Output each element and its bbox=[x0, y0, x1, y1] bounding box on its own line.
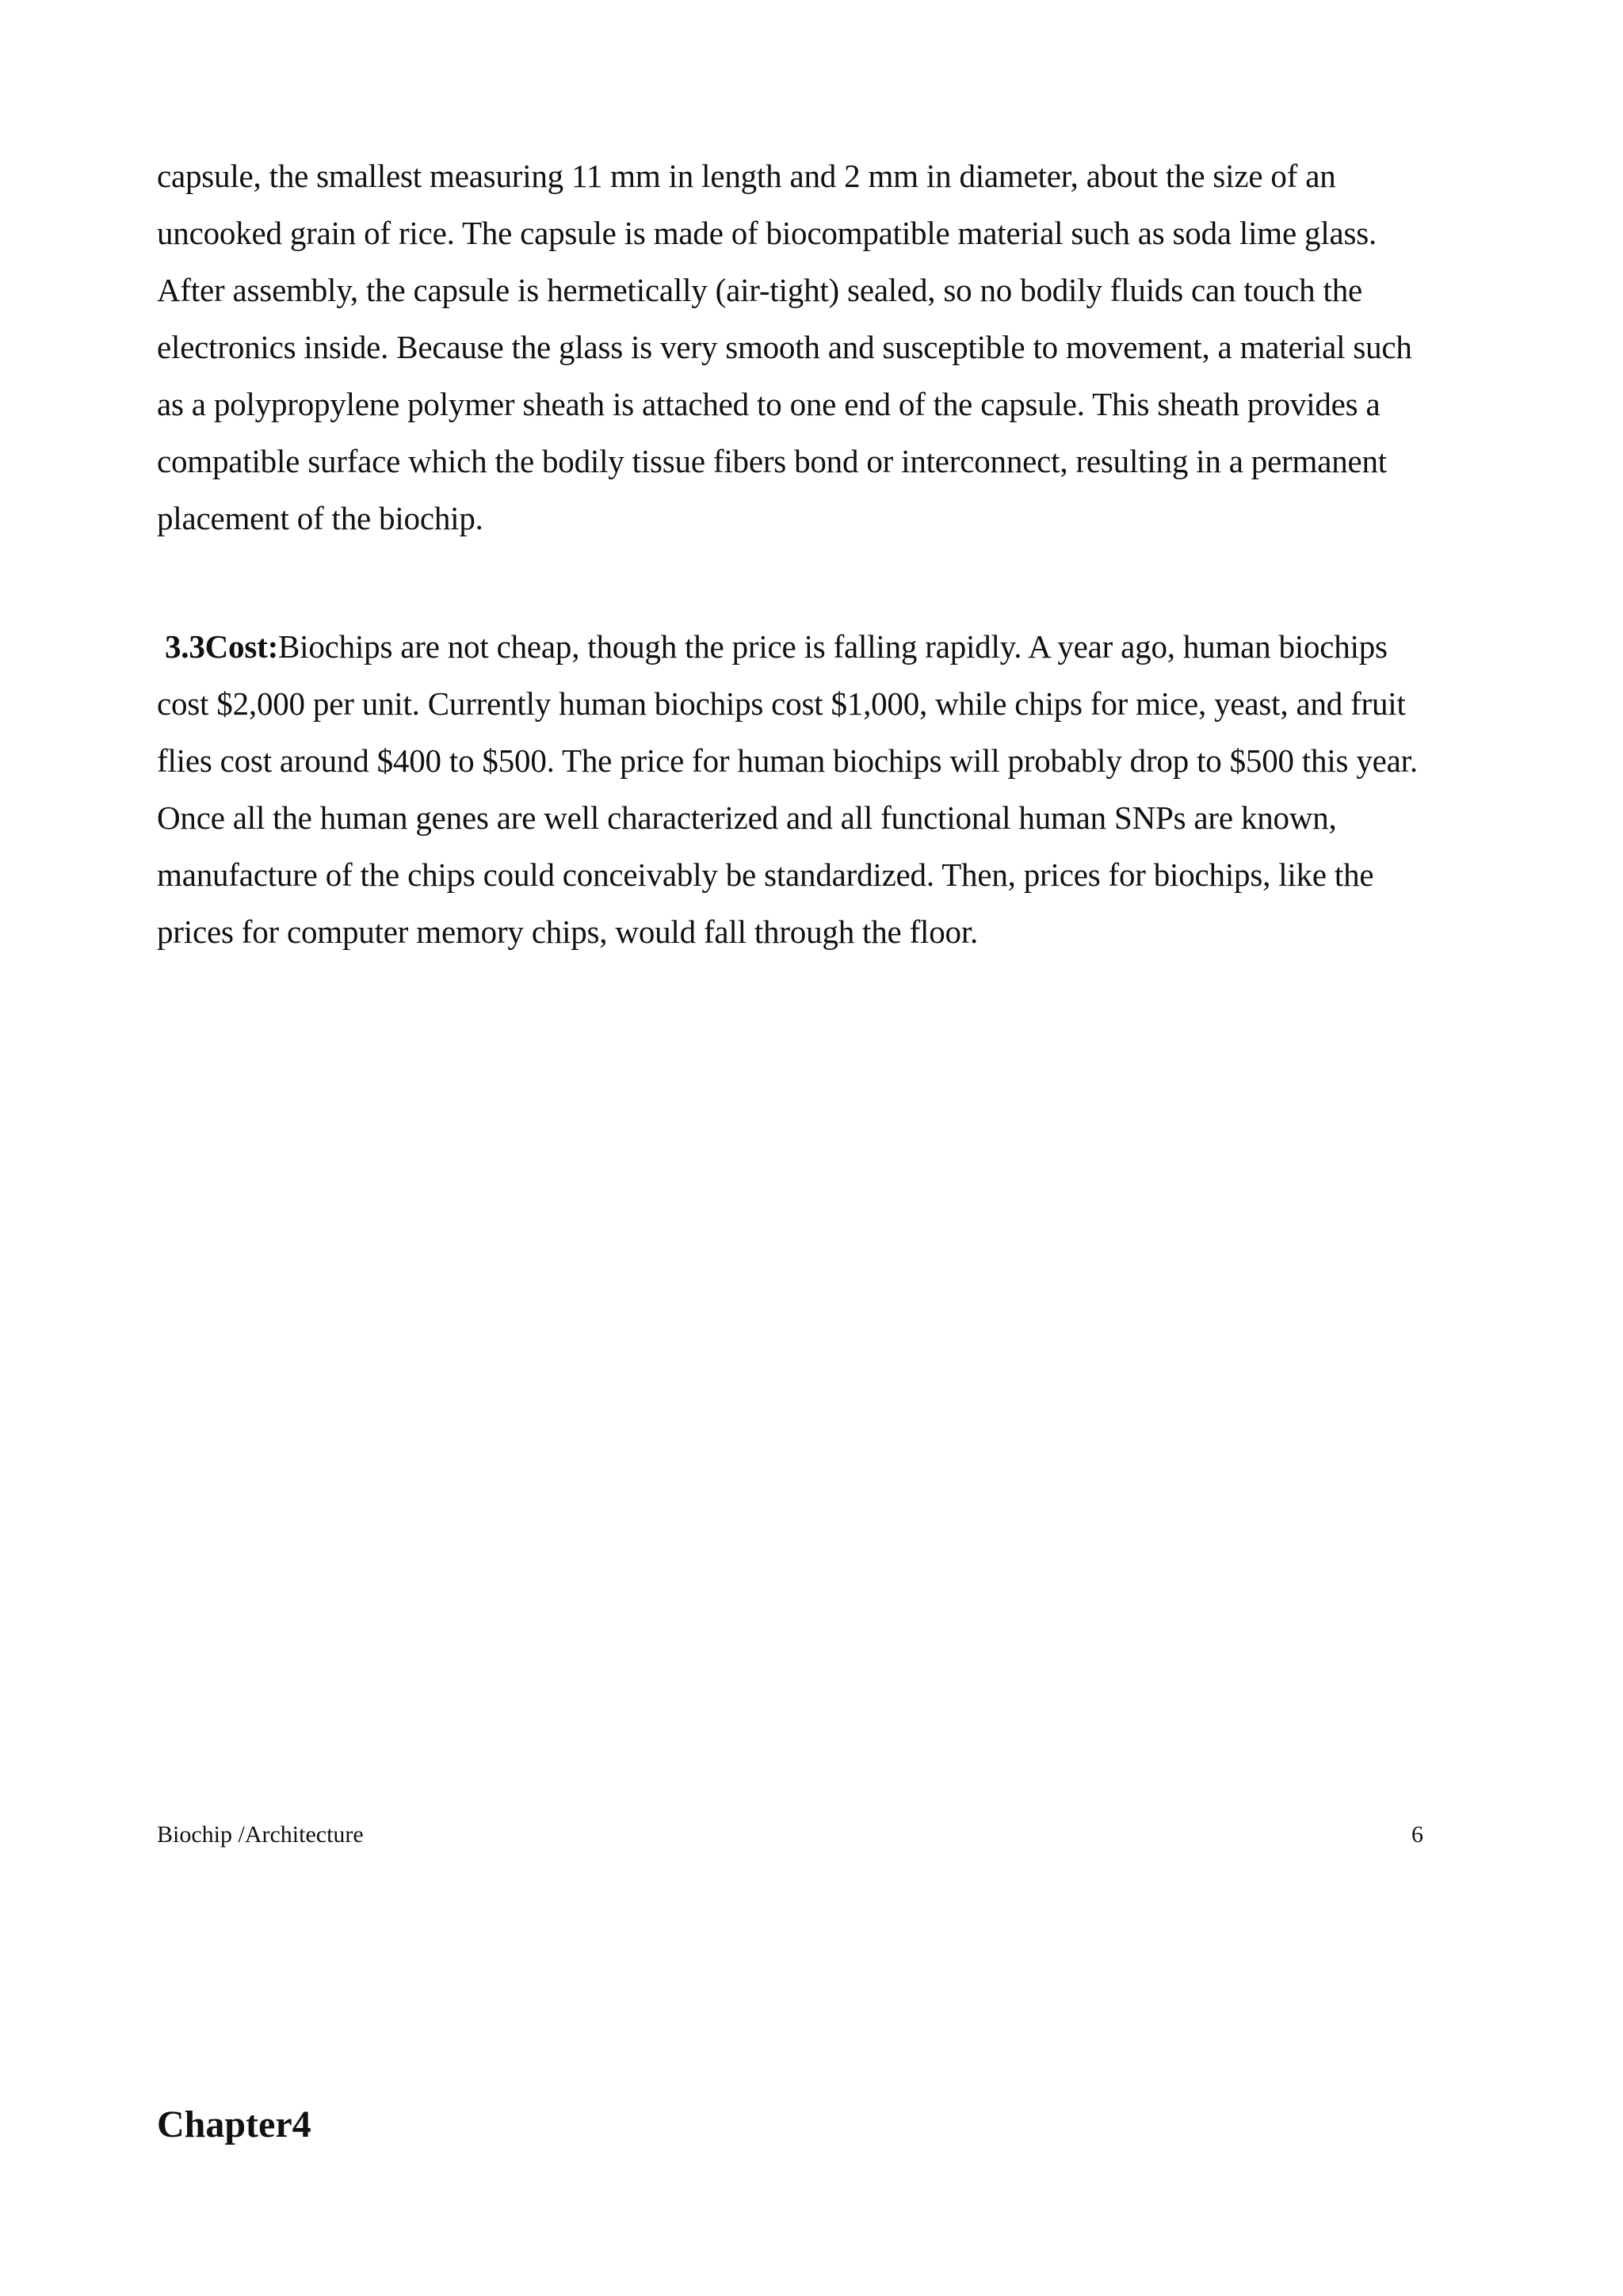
paragraph-line: uncooked grain of rice. The capsule is made of biocompatible material such as soda lime glass. bbox=[157, 215, 1377, 251]
paragraph-capsule-description bbox=[157, 147, 1472, 547]
chapter-heading: Chapter4 bbox=[157, 2103, 311, 2145]
section-heading-cost: 3.3Cost: bbox=[165, 628, 279, 665]
footer-title: Biochip /Architecture bbox=[157, 1821, 364, 1848]
paragraph-line: capsule, the smallest measuring 11 mm in length and 2 mm in diameter, about the size of an bbox=[157, 158, 1336, 194]
paragraph-line-text: Biochips are not cheap, though the price is falling rapidly. A year ago, human biochips bbox=[278, 628, 1388, 665]
page-footer bbox=[157, 1819, 1423, 1851]
paragraph-line: flies cost around $400 to $500. The price for human biochips will probably drop to $500 this year. bbox=[157, 742, 1418, 779]
paragraph-line: prices for computer memory chips, would fall through the floor. bbox=[157, 913, 979, 950]
paragraph-line-with-heading bbox=[157, 618, 1472, 675]
paragraph-line: cost $2,000 per unit. Currently human biochips cost $1,000, while chips for mice, yeast, and fruit bbox=[157, 685, 1406, 722]
paragraph-line: After assembly, the capsule is hermetically (air-tight) sealed, so no bodily fluids can touch the bbox=[157, 272, 1363, 308]
paragraph-line: electronics inside. Because the glass is very smooth and susceptible to movement, a material such bbox=[157, 329, 1412, 365]
page-number: 6 bbox=[1411, 1821, 1423, 1848]
paragraph-cost-section bbox=[157, 618, 1472, 960]
paragraph-line: Once all the human genes are well characterized and all functional human SNPs are known, bbox=[157, 799, 1337, 836]
paragraph-line: as a polypropylene polymer sheath is attached to one end of the capsule. This sheath provides a bbox=[157, 386, 1381, 422]
paragraph-line: manufacture of the chips could conceivably be standardized. Then, prices for biochips, like the bbox=[157, 856, 1374, 893]
paragraph-line: placement of the biochip. bbox=[157, 500, 483, 536]
paragraph-line: compatible surface which the bodily tissue fibers bond or interconnect, resulting in a permanent bbox=[157, 443, 1387, 479]
